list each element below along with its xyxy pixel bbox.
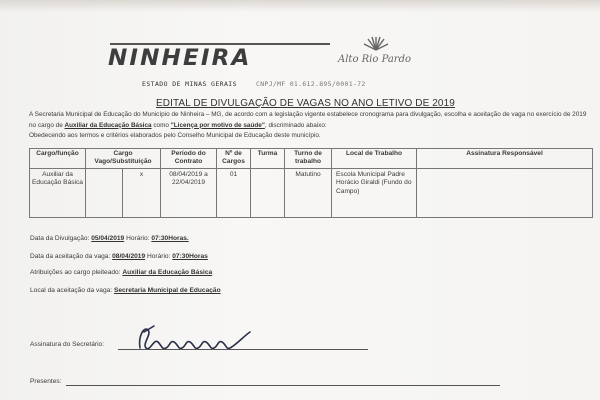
document-title: EDITAL DE DIVULGAÇÃO DE VAGAS NO ANO LETIVO DE 2019 — [156, 98, 455, 109]
col-header-turma: Turma — [251, 149, 285, 169]
cell-turno: Matutino — [285, 169, 332, 218]
col-header-turno: Turno de trabalho — [285, 149, 332, 169]
local-value: Secretaria Municipal de Educação — [113, 287, 221, 294]
local-label: Local da aceitação da vaga: — [30, 287, 114, 294]
divulgacao-hora: 07:30Horas. — [151, 235, 189, 242]
cell-substituicao: x — [123, 169, 161, 218]
divulgacao-label: Data da Divulgação: — [30, 235, 92, 242]
col-header-periodo: Período do Contrato — [161, 149, 217, 169]
intro-text-1: A Secretaria Municipal de Educação do Município de Ninheira – MG, de acordo com a legislação vigente estabelece cronograma para divulgação, escolha e aceitação de vaga no exercício de 2019 no cargo de — [29, 111, 587, 129]
col-header-assinatura: Assinatura Responsável — [417, 149, 593, 169]
intro-motivo: "Licença por motivo de saúde" — [170, 121, 265, 129]
divulgacao-line — [30, 235, 189, 242]
divulgacao-date: 05/04/2019 — [91, 235, 125, 242]
aceitacao-hora-label: Horário: — [145, 253, 173, 260]
intro-text-3: , discriminado abaixo: — [264, 121, 327, 129]
vacancy-table — [29, 148, 593, 218]
intro-text-2: como — [151, 121, 171, 129]
local-aceitacao-line — [30, 287, 221, 294]
sunburst-logo-icon — [362, 34, 390, 52]
brand-subtitle: Alto Rio Pardo — [338, 54, 412, 65]
aceitacao-label: Data da aceitação da vaga: — [30, 253, 113, 260]
page-shadow — [0, 0, 600, 12]
cell-local: Escola Municipal Padre Horácio Giraldi (Fundo do Campo) — [332, 169, 417, 218]
aceitacao-hora: 07:30Horas — [172, 253, 208, 260]
table-row — [30, 169, 593, 218]
col-header-num-cargos: Nº de Cargos — [217, 149, 251, 169]
atribuicoes-label: Atribuições ao cargo pleiteado: — [30, 269, 123, 276]
intro-paragraph — [29, 110, 589, 142]
brand-rule — [110, 43, 330, 45]
intro-text-4: Obedecendo aos termos e critérios elaborados pelo Conselho Municipal de Educação deste município. — [29, 132, 321, 140]
state-name: ESTADO DE MINAS GERAIS — [142, 80, 237, 88]
handwritten-signature — [132, 318, 262, 358]
signature-line — [118, 349, 368, 350]
table-header-row — [30, 149, 593, 169]
cell-num-cargos: 01 — [217, 169, 251, 218]
signature-label: Assinatura do Secretário: — [30, 341, 105, 348]
brand-logo: NINHEIRA — [108, 46, 252, 71]
col-header-cargo: Cargo/função — [30, 149, 86, 169]
atribuicoes-line — [30, 269, 212, 276]
intro-cargo: Auxiliar da Educação Básica — [64, 121, 152, 129]
cell-turma — [251, 169, 285, 218]
cell-periodo: 08/04/2019 a 22/04/2019 — [161, 169, 217, 218]
cell-assinatura — [417, 169, 593, 218]
atribuicoes-value: Auxiliar da Educação Básica — [122, 269, 213, 276]
aceitacao-line — [30, 253, 208, 260]
divulgacao-hora-label: Horário: — [124, 235, 152, 242]
cell-cargo: Auxiliar da Educação Básica — [30, 169, 86, 218]
cnpj-number: CNPJ/MF 01.612.895/0001-72 — [256, 80, 366, 88]
col-header-local: Local de Trabalho — [332, 149, 417, 169]
col-header-vago: Cargo Vago/Substituição — [86, 149, 161, 169]
presentes-line — [66, 385, 500, 386]
aceitacao-date: 08/04/2019 — [112, 253, 146, 260]
letterhead — [100, 30, 480, 78]
presentes-label: Presentes: — [30, 378, 62, 385]
cell-vago — [86, 169, 123, 218]
